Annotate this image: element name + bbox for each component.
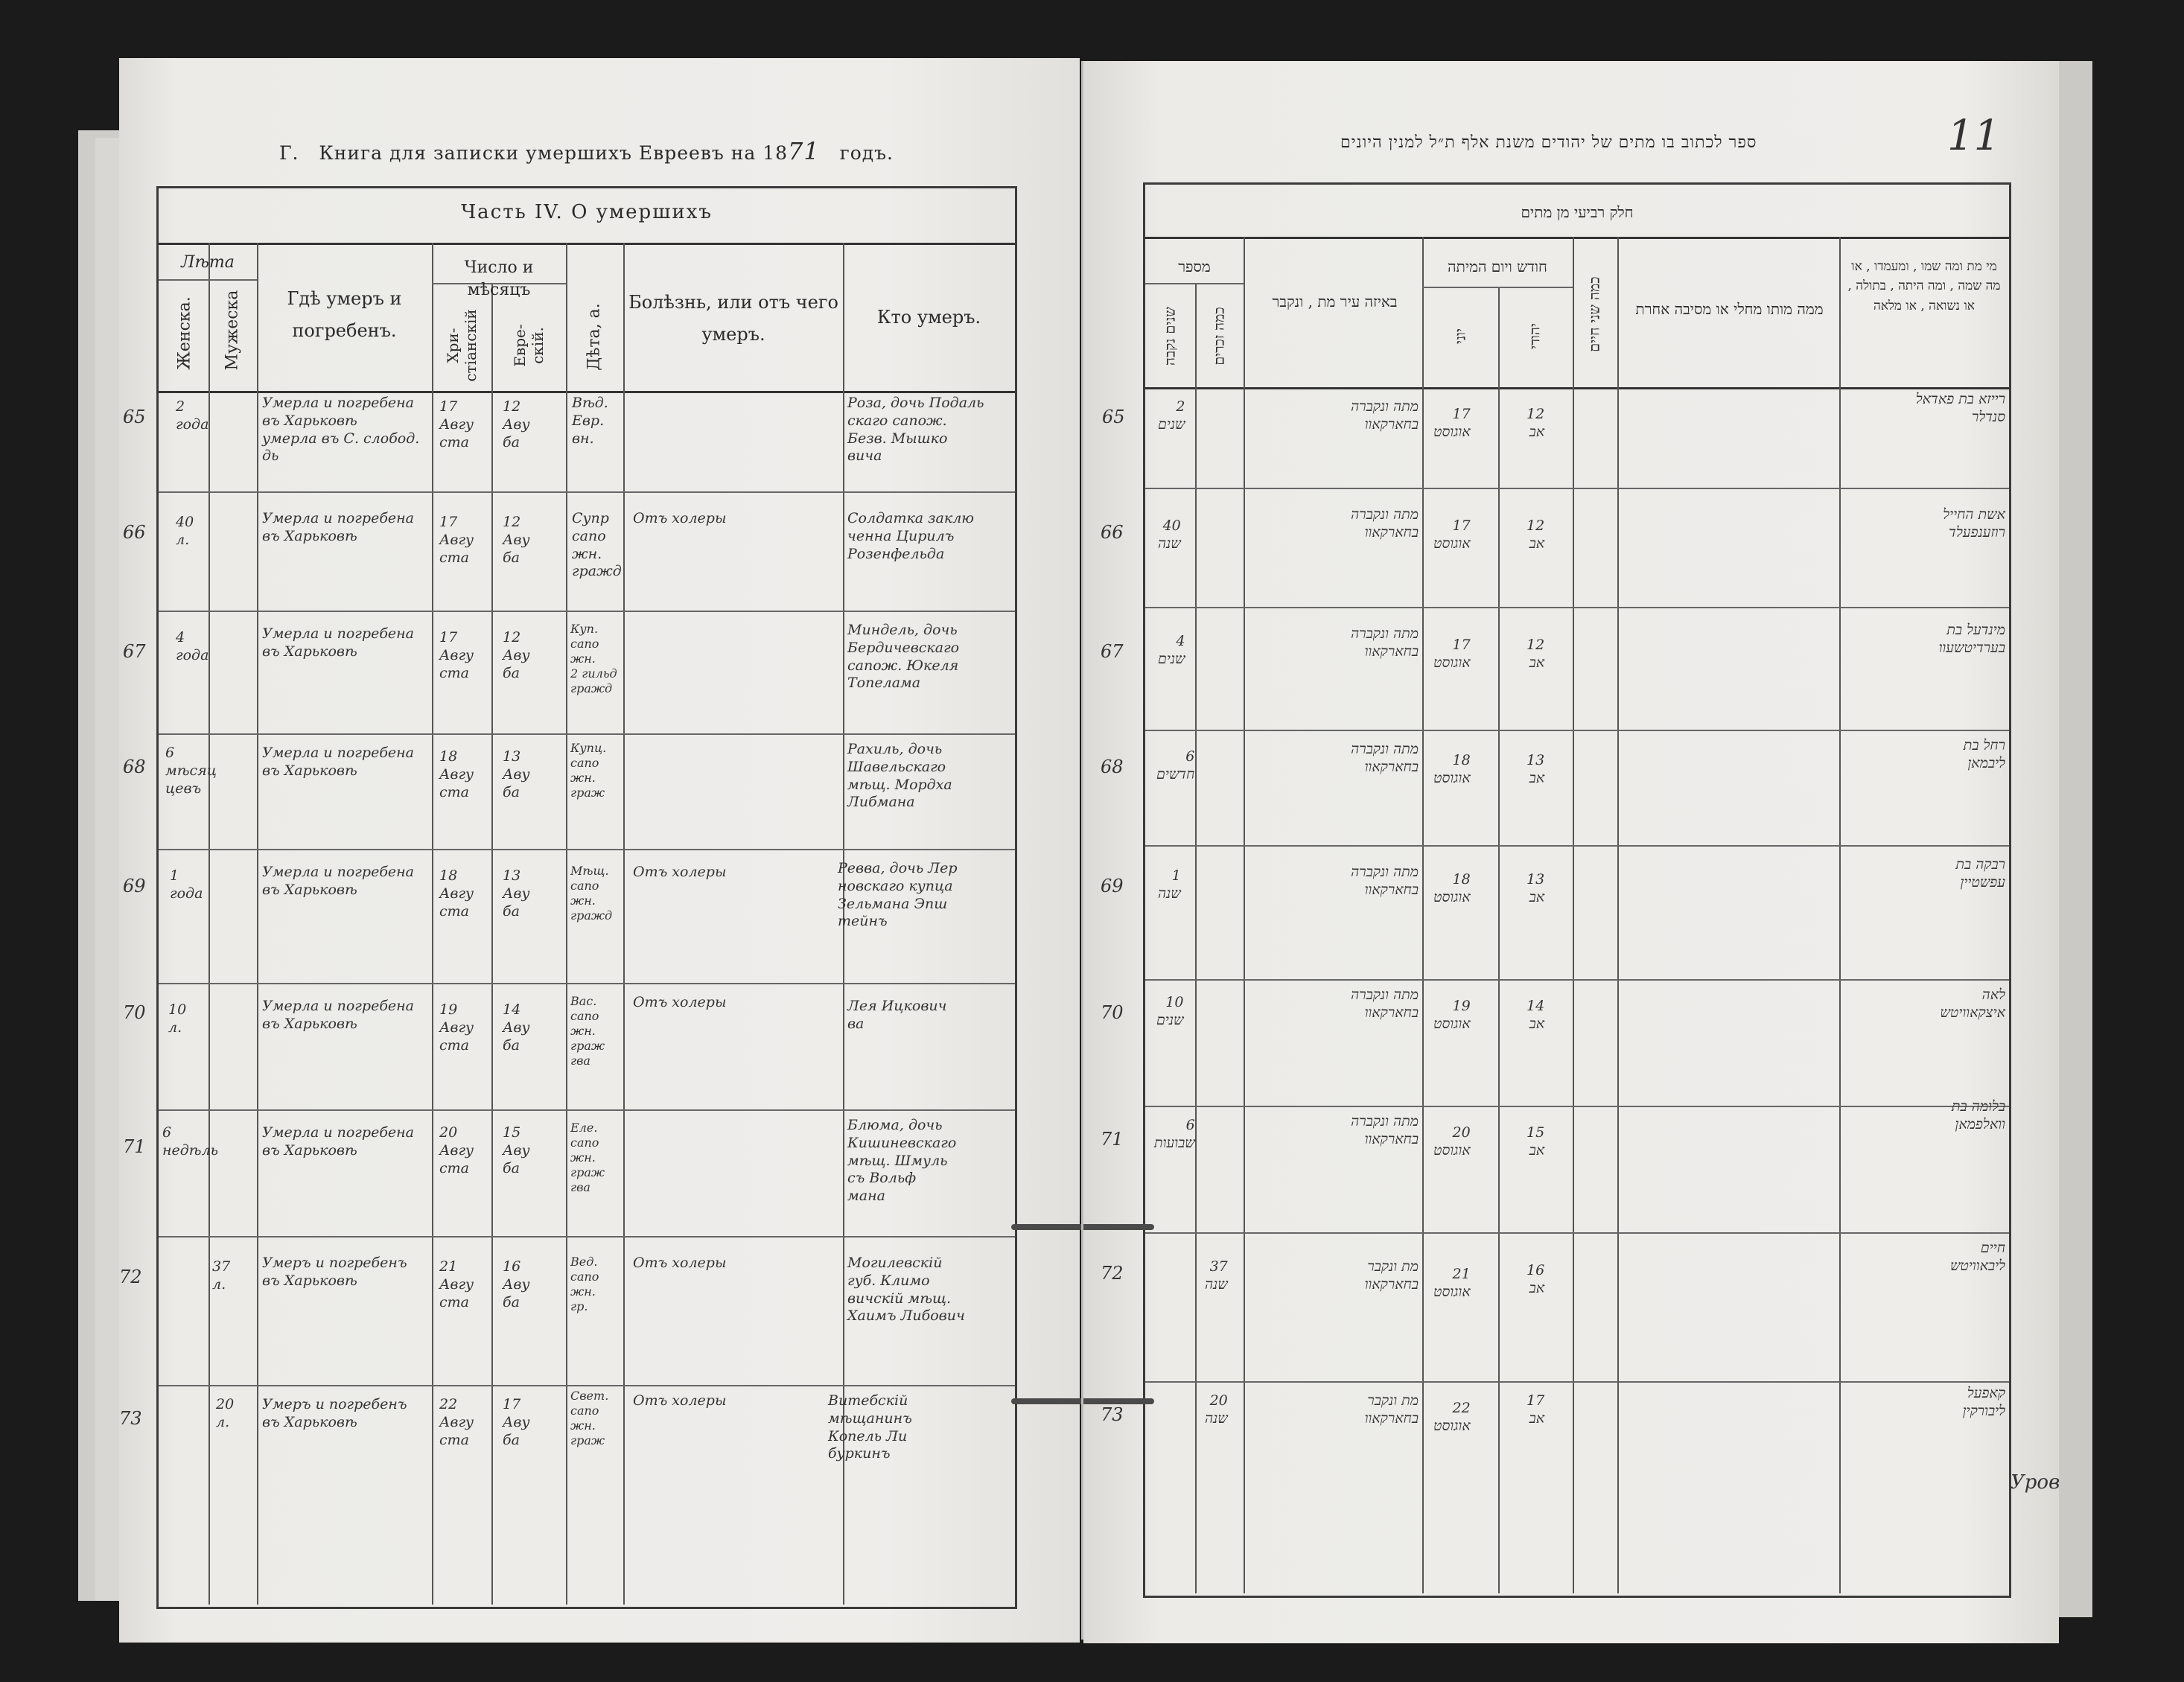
- left-col-age-group: Лѣта: [181, 253, 235, 272]
- right-jewish-date: 13 אב: [1526, 752, 1545, 786]
- right-col-line: [1195, 283, 1197, 1593]
- right-who: קאפעל ליבורקין: [1962, 1385, 2005, 1419]
- right-where: מת ונקבר בחארקאוו: [1364, 1258, 1419, 1293]
- right-general-date: 18 אוגוסט: [1433, 752, 1471, 786]
- right-col-date-group: חודש ויום המיתה: [1448, 258, 1547, 275]
- left-row-rule: [159, 983, 1015, 984]
- left-where: Умерла и погребена въ Харьковѣ: [262, 998, 414, 1032]
- left-col-christian: Хри-стіанскій: [444, 309, 480, 382]
- right-col-count-group: מספר: [1178, 258, 1211, 275]
- right-col-line: [1617, 237, 1619, 1593]
- right-leaf-edge: [2055, 61, 2092, 1617]
- left-col-line: [491, 283, 493, 1605]
- left-christian-date: 17 Авгу ста: [439, 398, 474, 450]
- left-deeds: Вѣд. Евр. вн.: [572, 395, 608, 447]
- right-jewish-date: 12 אב: [1526, 637, 1545, 671]
- right-where: מתה ונקברה בחארקאוו: [1351, 506, 1419, 541]
- right-part-title: חלק רביעי מן מתים: [1521, 203, 1634, 221]
- right-jewish-date: 15 אב: [1526, 1124, 1545, 1159]
- left-row-number: 70: [123, 1002, 146, 1023]
- left-jewish-date: 14 Аву ба: [503, 1001, 530, 1054]
- right-row-number: 69: [1101, 876, 1124, 896]
- left-jewish-date: 13 Аву ба: [503, 748, 530, 800]
- right-col-cause: ממה מותו מחלי או מסיבה אחרת: [1635, 300, 1824, 318]
- left-deeds: Купц. сапо жн. граж: [570, 741, 607, 800]
- left-who: Роза, дочь Подаль скаго сапож. Безв. Мышко вича: [847, 395, 984, 465]
- right-where: מתה ונקברה בחארקאוו: [1351, 864, 1419, 898]
- left-header-bottom-rule: [159, 391, 1015, 393]
- left-deeds: Еле. сапо жн. граж гва: [570, 1121, 605, 1194]
- right-general-date: 17 אוגוסט: [1433, 406, 1471, 440]
- left-who: Солдатка заклю ченна Цирилъ Розенфельда: [847, 510, 975, 562]
- right-col-line: [1422, 237, 1424, 1593]
- left-where: Умеръ и погребенъ въ Харьковѣ: [262, 1396, 407, 1430]
- left-christian-date: 20 Авгу ста: [439, 1124, 474, 1176]
- left-row-number: 69: [123, 876, 146, 896]
- right-who: רייזא בת פאדאל סנדלר: [1915, 391, 2005, 425]
- left-female-age: 1 года: [170, 867, 203, 902]
- left-col-line: [208, 243, 210, 1605]
- right-female-count: 10 שנים: [1156, 994, 1184, 1028]
- title-text: Книга для записки умершихъ Евреевъ на 18: [319, 142, 789, 164]
- left-where: Умеръ и погребенъ въ Харьковѣ: [262, 1255, 407, 1289]
- left-col-line: [432, 243, 433, 1605]
- right-row-rule: [1145, 1232, 2009, 1234]
- right-col-line: [1498, 287, 1500, 1593]
- left-jewish-date: 12 Аву ба: [503, 398, 530, 450]
- left-illness: Отъ холеры: [633, 864, 727, 880]
- right-col-age: כמה שני חיים: [1586, 276, 1603, 352]
- left-who: Ревва, дочь Лер новскаго купца Зельмана Эпш тейнъ: [838, 860, 958, 930]
- left-illness: Отъ холеры: [633, 510, 727, 526]
- right-who: רבקה בת עפשטיין: [1955, 856, 2005, 891]
- right-row-number: 70: [1101, 1002, 1124, 1023]
- left-subheader-rule: [159, 279, 257, 281]
- right-who: מינדעל בת בערדיטשעוו: [1938, 622, 2005, 656]
- left-deeds: Мѣщ. сапо жн. гражд: [570, 864, 613, 923]
- right-general-date: 20 אוגוסט: [1433, 1124, 1471, 1159]
- left-row-number: 66: [123, 522, 146, 543]
- right-row-rule: [1145, 607, 2009, 608]
- left-jewish-date: 16 Аву ба: [503, 1258, 530, 1310]
- left-female-age: 40 л.: [176, 514, 194, 548]
- right-col-line: [1839, 237, 1841, 1593]
- right-female-count: 6 שבועות: [1154, 1117, 1195, 1151]
- left-row-number: 68: [123, 756, 146, 777]
- left-where: Умерла и погребена въ Харьковѣ умерла въ С. слобод. дь: [262, 395, 420, 465]
- right-female-count: 1 שנה: [1158, 867, 1181, 902]
- right-header-bottom-rule: [1145, 387, 2009, 389]
- right-where: מתה ונקברה בחארקאוו: [1351, 398, 1419, 433]
- left-who: Блюма, дочь Кишиневскаго мѣщ. Шмуль съ Вольф мана: [847, 1117, 957, 1204]
- right-who: רחל בת ליבמאן: [1963, 737, 2005, 771]
- right-col-jewish: יהודי: [1526, 323, 1544, 349]
- right-row-number: 73: [1101, 1404, 1124, 1425]
- left-row-number: 65: [123, 407, 146, 427]
- left-jewish-date: 17 Аву ба: [503, 1396, 530, 1448]
- left-col-illness: Болѣзнь, или отъ чего умеръ.: [628, 292, 838, 345]
- right-jewish-date: 14 אב: [1526, 998, 1545, 1032]
- left-female-age: 6 недѣль: [162, 1124, 219, 1159]
- left-deeds: Супр сапо жн. гражд: [572, 510, 622, 580]
- right-who: אשת החייל רוזענפעלד: [1943, 506, 2005, 541]
- right-row-number: 72: [1101, 1263, 1124, 1284]
- left-row-number: 67: [123, 641, 146, 662]
- right-jewish-date: 12 אב: [1526, 517, 1545, 552]
- right-row-rule: [1145, 730, 2009, 731]
- right-jewish-date: 12 אב: [1526, 406, 1545, 440]
- left-christian-date: 18 Авгу ста: [439, 748, 474, 800]
- right-col-line: [1573, 237, 1574, 1593]
- left-who: Лея Ицкович ва: [847, 998, 947, 1032]
- left-where: Умерла и погребена въ Харьковѣ: [262, 510, 414, 544]
- left-col-line: [623, 243, 625, 1605]
- left-part-title: Часть IV. О умершихъ: [461, 201, 713, 223]
- right-subheader-rule: [1422, 287, 1573, 288]
- left-col-male: Мужеска: [223, 290, 242, 371]
- right-male-count: 20 שנה: [1205, 1392, 1228, 1427]
- right-who: בלומה בת וואלפמאן: [1951, 1098, 2005, 1133]
- title-year-hand: 71: [788, 137, 820, 165]
- left-female-age: 10 л.: [168, 1001, 187, 1036]
- right-female-count: 2 שנים: [1158, 398, 1185, 433]
- right-where: מתה ונקברה בחארקאוו: [1351, 1113, 1419, 1147]
- left-male-age: 20 л.: [216, 1396, 235, 1430]
- right-general-date: 17 אוגוסט: [1433, 637, 1471, 671]
- left-where: Умерла и погребена въ Харьковѣ: [262, 1124, 414, 1159]
- left-illness: Отъ холеры: [633, 1392, 727, 1409]
- left-where: Умерла и погребена въ Харьковѣ: [262, 745, 414, 779]
- right-where: מתה ונקברה בחארקאוו: [1351, 625, 1419, 660]
- left-deeds: Куп. сапо жн. 2 гильд гражд: [570, 622, 617, 695]
- left-jewish-date: 12 Аву ба: [503, 514, 530, 566]
- left-row-rule: [159, 611, 1015, 612]
- title-prefix: Г.: [279, 142, 299, 164]
- left-col-date-group: Число и мѣсяцъ: [464, 258, 534, 299]
- right-who: לאה איצקאוויטש: [1940, 987, 2005, 1021]
- right-row-rule: [1145, 979, 2009, 981]
- left-row-number: 72: [119, 1267, 142, 1287]
- left-jewish-date: 13 Аву ба: [503, 867, 530, 920]
- left-female-age: 6 мѣсяц цевъ: [165, 745, 217, 797]
- right-col-general: יוני: [1452, 328, 1469, 345]
- right-where: מת ונקבר בחארקאוו: [1364, 1392, 1419, 1427]
- right-page-title: ספר לכתוב בו מתים של יהודים משנת אלף ת״ל למנין היונים: [1340, 133, 1757, 152]
- left-male-age: 37 л.: [212, 1258, 231, 1293]
- left-col-female: Женска.: [175, 296, 194, 370]
- margin-note: Уров: [2011, 1471, 2060, 1494]
- right-row-number: 67: [1101, 641, 1124, 662]
- left-christian-date: 18 Авгу ста: [439, 867, 474, 920]
- left-row-rule: [159, 491, 1015, 493]
- right-general-date: 22 אוגוסט: [1433, 1400, 1471, 1434]
- right-col-line: [1244, 237, 1245, 1593]
- left-who: Миндель, дочь Бердичевскаго сапож. Юкеля Топелама: [847, 622, 960, 692]
- right-female-count: 4 שנים: [1158, 633, 1185, 667]
- right-male-count: 37 שנה: [1205, 1258, 1228, 1293]
- right-general-date: 19 אוגוסט: [1433, 998, 1471, 1032]
- left-row-rule: [159, 1385, 1015, 1386]
- left-part-title-rule: [159, 243, 1015, 245]
- left-col-who: Кто умеръ.: [876, 307, 981, 328]
- left-christian-date: 17 Авгу ста: [439, 629, 474, 681]
- right-female-count: 6 חדשים: [1156, 748, 1195, 783]
- left-who: Рахиль, дочь Шавельскаго мѣщ. Мордха Либмана: [847, 741, 952, 811]
- right-jewish-date: 16 אב: [1526, 1262, 1545, 1296]
- left-female-age: 4 года: [176, 629, 209, 663]
- left-where: Умерла и погребена въ Харьковѣ: [262, 625, 414, 660]
- right-row-number: 66: [1101, 522, 1124, 543]
- right-jewish-date: 17 אב: [1526, 1392, 1545, 1427]
- left-row-rule: [159, 1236, 1015, 1237]
- left-row-number: 71: [123, 1136, 146, 1157]
- right-row-number: 65: [1102, 407, 1125, 427]
- left-jewish-date: 12 Аву ба: [503, 629, 530, 681]
- left-row-rule: [159, 1109, 1015, 1111]
- left-page-title: [279, 137, 894, 165]
- left-christian-date: 19 Авгу ста: [439, 1001, 474, 1054]
- right-general-date: 21 אוגוסט: [1433, 1266, 1471, 1300]
- right-col-where: באיזה עיר מת , ונקבר: [1272, 293, 1398, 310]
- right-col-male-count: כמה זכרים: [1211, 307, 1228, 366]
- left-illness: Отъ холеры: [633, 1255, 727, 1271]
- right-row-number: 68: [1101, 756, 1124, 777]
- right-subheader-rule: [1145, 283, 1244, 284]
- folio-number: 11: [1947, 112, 2001, 160]
- left-female-age: 2 года: [176, 398, 209, 433]
- left-col-where: Гдѣ умеръ и погребенъ.: [287, 288, 402, 342]
- title-suffix: годъ.: [839, 142, 894, 164]
- left-christian-date: 22 Авгу ста: [439, 1396, 474, 1448]
- left-jewish-date: 15 Аву ба: [503, 1124, 530, 1176]
- right-who: חיים ליבאוויטש: [1949, 1240, 2005, 1274]
- left-illness: Отъ холеры: [633, 994, 727, 1010]
- left-col-deeds: Дѣта, а.: [585, 303, 604, 371]
- right-row-number: 71: [1101, 1129, 1124, 1150]
- right-col-female-count: שנים נקבה: [1162, 307, 1179, 366]
- right-row-rule: [1145, 488, 2009, 489]
- left-row-rule: [159, 849, 1015, 850]
- left-deeds: Вас. сапо жн. граж гва: [570, 994, 605, 1068]
- left-deeds: Свет. сапо жн. граж: [570, 1389, 609, 1447]
- left-who: Витебскій мѣщанинъ Копель Ли буркинъ: [828, 1392, 912, 1462]
- left-who: Могилевскій губ. Климо вичскій мѣщ. Хаимъ Либович: [847, 1255, 965, 1325]
- right-where: מתה ונקברה בחארקאוו: [1351, 741, 1419, 775]
- left-col-line: [566, 243, 567, 1605]
- left-where: Умерла и погребена въ Харьковѣ: [262, 864, 414, 898]
- left-christian-date: 21 Авгу ста: [439, 1258, 474, 1310]
- right-where: מתה ונקברה בחארקאוו: [1351, 987, 1419, 1021]
- right-col-who: מי מת ומה שמו , ומעמדו , או מה שמה , ומה היתה , בתולה , או נשואה , או מלאה: [1847, 259, 2001, 313]
- right-general-date: 17 אוגוסט: [1433, 517, 1471, 552]
- left-deeds: Вед. сапо жн. гр.: [570, 1255, 599, 1313]
- left-christian-date: 17 Авгу ста: [439, 514, 474, 566]
- gutter-fold: [1081, 61, 1083, 1640]
- right-part-title-rule: [1145, 237, 2009, 239]
- left-row-number: 73: [119, 1408, 142, 1429]
- left-row-rule: [159, 733, 1015, 735]
- right-general-date: 18 אוגוסט: [1433, 871, 1471, 905]
- right-jewish-date: 13 אב: [1526, 871, 1545, 905]
- left-col-jewish: Евре-скій.: [511, 324, 547, 367]
- left-col-line: [257, 243, 258, 1605]
- right-female-count: 40 שנה: [1158, 517, 1181, 552]
- right-row-rule: [1145, 1381, 2009, 1383]
- right-row-rule: [1145, 845, 2009, 847]
